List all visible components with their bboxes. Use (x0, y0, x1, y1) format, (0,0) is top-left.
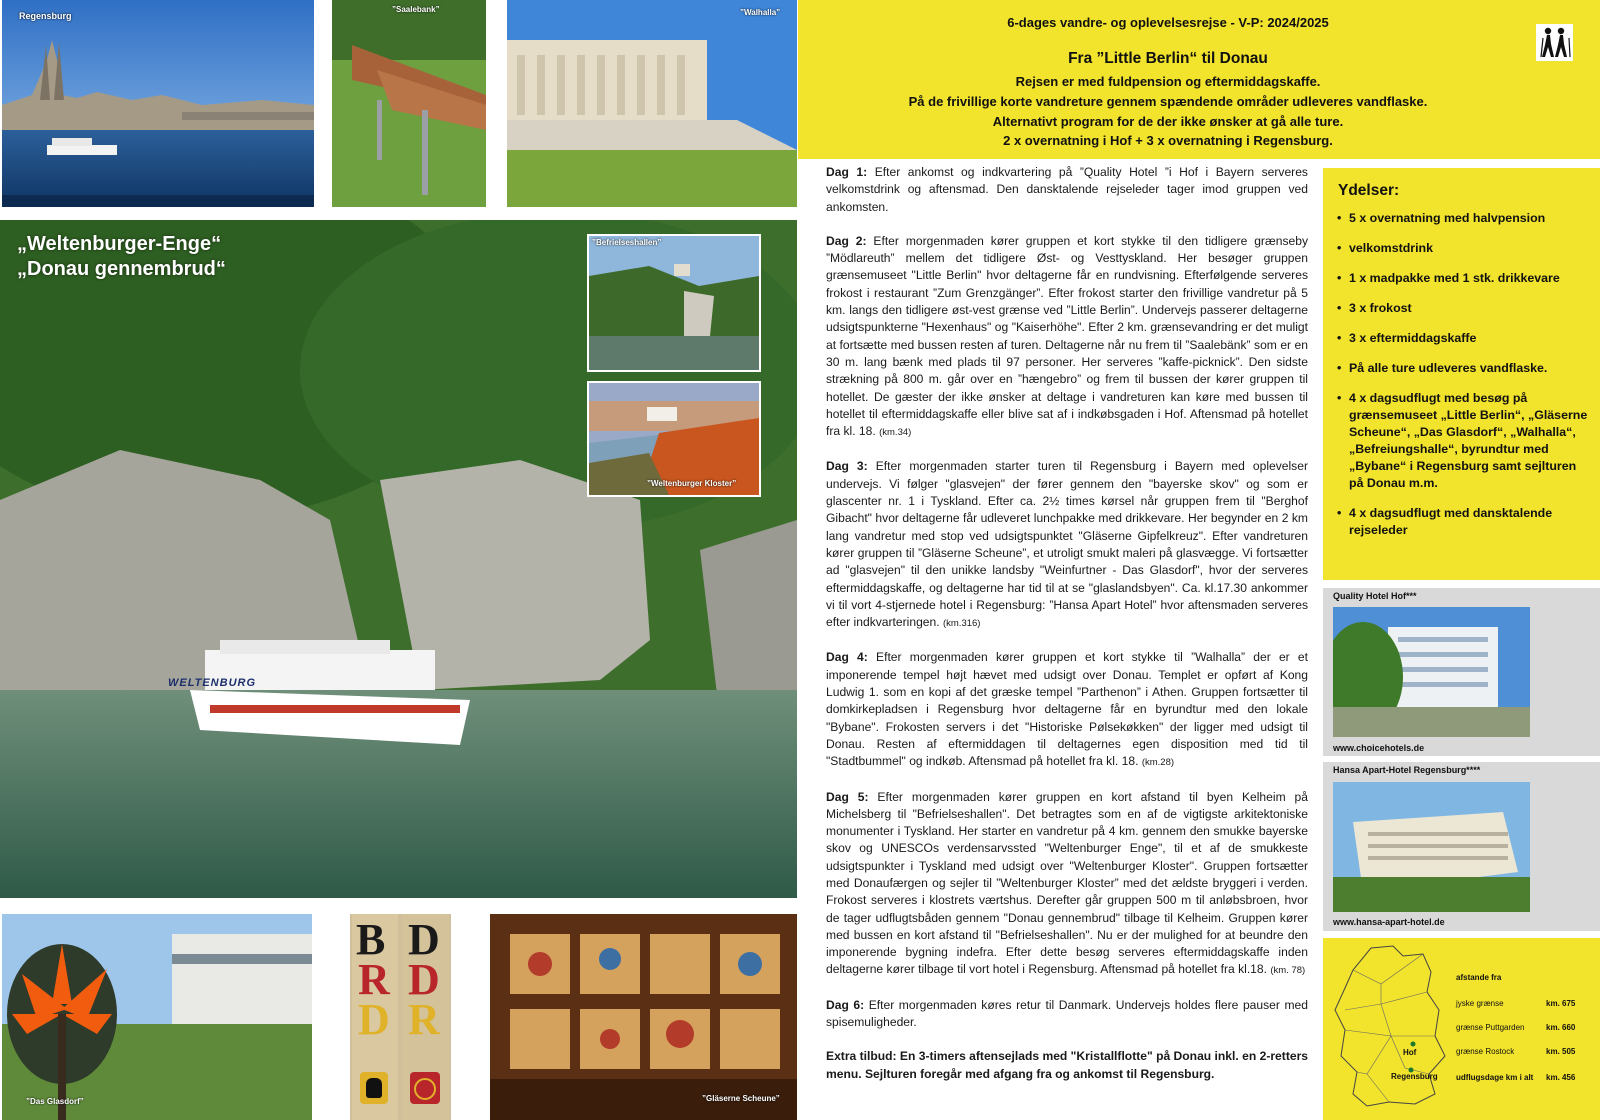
header-line-2: På de frivillige korte vandreture gennem spændende områder udleveres vandflaske. (908, 94, 1428, 109)
itinerary-day-3 (826, 458, 1308, 632)
distance-value: km. 660 (1546, 1023, 1576, 1032)
photo-saalebank (332, 0, 486, 207)
main-title-line-1: „Weltenburger-Enge“ (17, 233, 222, 255)
caption-weltenburger-kloster: ”Weltenburger Kloster” (647, 479, 737, 488)
day-4-label: Dag 4: (826, 650, 868, 665)
hotel-hansa-apart (1323, 762, 1600, 931)
services-list (1337, 210, 1592, 552)
caption-walhalla: ”Walhalla” (740, 8, 781, 17)
distance-value: km. 456 (1546, 1073, 1576, 1082)
header-title: Fra ”Little Berlin“ til Donau (1068, 50, 1268, 67)
services-box (1323, 168, 1600, 580)
day-2-label: Dag 2: (826, 233, 867, 248)
day-5-text: Efter morgenmaden kører gruppen en kort afstand til byen Kelheim på Michelsberg til "Befrielseshallen". Det betragtes som en af de vigtigste arkitektoniske monumenter i Tyskland. Her starter en vandretur på 4 km. gennem den smukke bayerske skov og UNESCOs verdensarvssted "Weltenburger Enge", til et af de smukkeste udsigtspunkter i Tyskland med udsigt over "Weltenburger Kloster". Gruppen fortsætter med Donaufærgen og sejler til ”Weltenburger Kloster” med det ældste bryggeri i verden. Frokost serveres i klostrets værtshus. Derefter går gruppen 500 m til anløbsbroen, hvor de tager udflugtsbåden gennem "Donau gennembrud" tilbage til Kelheim. Gruppen kører med bussen en kort afstand til "Befrielseshallen". Nu er der mulighed for at beundre den imponerende bygning indefra. Efter dette besøg serveres eftermiddagskaffe inden deltagerne kører tilbage til vort hotel i Regensburg. Aftensmad på hotellet fra kl.18. (826, 789, 1308, 977)
brd-letter-d: D (358, 995, 390, 1044)
photo-brd-ddr-posts (350, 914, 451, 1120)
eagle-emblem-icon (360, 1072, 388, 1104)
photo-glaeserne-scheune (490, 914, 797, 1120)
header-line-3: Alternativt program for de der ikke ønsker at gå alle ture. (992, 114, 1344, 129)
header-banner (798, 0, 1600, 159)
distance-row (1456, 999, 1596, 1008)
day-5-label: Dag 5: (826, 789, 869, 804)
caption-das-glasdorf: ”Das Glasdorf” (26, 1097, 84, 1106)
itinerary-day-2 (826, 233, 1308, 442)
hotel-quality-hof (1323, 588, 1600, 756)
brd-letter-b: B (356, 915, 386, 964)
distances-title: afstande fra (1456, 973, 1502, 982)
hotel-1-url[interactable]: www.choicehotels.de (1333, 743, 1425, 753)
hikers-icon (1536, 24, 1573, 61)
day-6-text: Efter morgenmaden køres retur til Danmark. Undervejs holdes flere pauser med spisemuligheder. (826, 997, 1308, 1030)
extra-offer-text: Extra tilbud: En 3-timers aftensejlads med "Kristallflotte" på Donau inkl. en 2-retters menu. Sejlturen foregår med afgang fra og ankomst til Regensburg. (826, 1049, 1308, 1081)
service-item: • 3 x frokost (1337, 300, 1592, 317)
day-2-km: (km.34) (879, 427, 912, 439)
day-2-text: Efter morgenmaden kører gruppen et kort stykke til den tidligere grænseby ”Mödlareuth” mellem det tidligere Øst- og Vesttyskland. Her besøger gruppen grænsemuseet "Little Berlin" hvor deltagerne får en rundvisning. Efterfølgende serveres frokost i restaurant ”Zum Grenzgänger”. Efter frokost starter den frivillige vandretur på 5 km. langs den tidligere øst-vest grænse ved ”Little Berlin”. Undervejs passerer deltagerne udsigtspunkterne "Hexenhaus" og "Kaiserhöhe". Efter 2 km. grænsevandring er det muligt at fortsætte med bussen resten af turen. Deltagerne når nu frem til ”Saalebänk” som er en 30 m. lang bænk med plads til 97 personer. Her serveres ”kaffe-picknick”. Den sidste strækning på 800 m. går over en ”hængebro” og frem til bussen der kører gruppen til hotellet. De gæster der ikke ønsker at deltage i vandreturen kan køre med bussen til hotellet til eftermiddagskaffe eller blive sat af i indkøbsgaden i Hof. Aftensmad på hotellet fra kl. 18. (826, 233, 1308, 439)
ddr-letter-d2: D (408, 955, 440, 1004)
hotel-2-photo (1333, 782, 1530, 912)
extra-offer (826, 1048, 1308, 1083)
photo-weltenburger-kloster (587, 381, 761, 497)
header-line-4: 2 x overnatning i Hof + 3 x overnatning i Regensburg. (1003, 133, 1333, 148)
map-label-hof: Hof (1403, 1048, 1417, 1057)
germany-map (1331, 944, 1451, 1109)
brd-letter-r: R (358, 955, 390, 1004)
map-label-regensburg: Regensburg (1391, 1072, 1438, 1081)
service-item: • 3 x eftermiddagskaffe (1337, 330, 1592, 347)
distances-box (1323, 938, 1600, 1120)
photo-regensburg (2, 0, 314, 207)
caption-glaeserne-scheune: ”Gläserne Scheune” (702, 1094, 780, 1103)
photo-walhalla (507, 0, 797, 207)
caption-saalebank: ”Saalebank” (392, 5, 440, 14)
ddr-emblem-icon (410, 1072, 440, 1104)
day-3-label: Dag 3: (826, 459, 868, 474)
service-item: • 5 x overnatning med halvpension (1337, 210, 1592, 227)
distance-value: km. 675 (1546, 999, 1576, 1008)
main-title-line-2: „Donau gennembrud“ (17, 258, 226, 280)
photo-das-glasdorf (2, 914, 312, 1120)
ddr-letter-d1: D (408, 915, 440, 964)
day-4-km: (km.28) (1141, 757, 1175, 769)
day-3-km: (km.316) (942, 618, 981, 630)
itinerary (826, 164, 1308, 1100)
hotel-1-photo (1333, 607, 1530, 737)
hotel-2-name: Hansa Apart-Hotel Regensburg**** (1333, 765, 1481, 775)
distance-label: grænse Puttgarden (1456, 1023, 1525, 1032)
itinerary-day-6 (826, 997, 1308, 1032)
day-6-label: Dag 6: (826, 997, 865, 1012)
services-title: Ydelser: (1338, 182, 1400, 199)
header-line-1: Rejsen er med fuldpension og eftermiddagskaffe. (1015, 74, 1321, 89)
caption-regensburg: Regensburg (19, 11, 72, 21)
service-item: • 4 x dagsudflugt med dansktalende rejseleder (1337, 505, 1592, 539)
distance-row (1456, 1073, 1596, 1082)
distance-value: km. 505 (1546, 1047, 1576, 1056)
ddr-letter-r: R (408, 995, 440, 1044)
service-item: • 1 x madpakke med 1 stk. drikkevare (1337, 270, 1592, 287)
day-4-text: Efter morgenmaden kører gruppen et kort stykke til ”Walhalla” der er et imponerende tempel højt hævet med udsigt over Donau. Templet er opført af Kong Ludwig 1. som en kopi af det græske tempel ”Parthenon” i Athen. Gruppen fortsætter til domkirkepladsen i Regensburg hvor deltagerne får en byrundtur med den lokale "Bybane". Frokosten servers i det "Historiske Pølsekøkken" der ligger med udsigt til Donau. Resten af eftermiddagen til deltagernes egen disposition med tid til "Stadtbummel" og indkøb. Aftensmad på hotellet fra kl. 18. (826, 650, 1308, 769)
photo-befrielseshallen (587, 234, 761, 372)
distance-label: grænse Rostock (1456, 1047, 1515, 1056)
caption-befrielseshallen: ”Befrielseshallen” (592, 238, 662, 247)
day-3-text: Efter morgenmaden starter turen til Regensburg i Bayern med oplevelser undervejs. Vi følger "glasvejen" der fører gennem den "bayerske skov" og som er glascenter nr. 1 i Tyskland. Efter ca. 2½ times kørsel når gruppen frem til "Berghof Gibacht" hvor deltagerne får udleveret lunchpakke med drikkevare. Her begynder en 2 km lang vandretur med stop ved udsigtspunktet "Gläserne Gipfelkreuz". Efter vandreturen kører gruppen til ”Gläserne Scheune”, et utroligt smukt maleri på glasvægge. Vi fortsætter ad "glasvejen" til den unikke landsby "Weinfurtner - Das Glasdorf", hvor der serveres eftermiddagskaffe, og deltagerne har tid til at se "glaslandsbyen". Ca. kl.17.30 ankommer vi til vort 4-stjernede hotel i Regensburg: ”Hansa Apart Hotel” hvor aftensmaden serveres efter indkvarteringen. (826, 459, 1308, 630)
distance-row (1456, 1023, 1596, 1032)
service-item: • velkomstdrink (1337, 240, 1592, 257)
itinerary-day-4 (826, 649, 1308, 771)
boat-name: WELTENBURG (168, 677, 257, 689)
day-1-text: Efter ankomst og indkvartering på ”Quality Hotel ”i Hof i Bayern serveres velkomstdrink og aftensmad. Den dansktalende rejseleder tager imod gruppen ved ankomsten. (826, 165, 1308, 214)
distance-row (1456, 1047, 1596, 1056)
header-subtitle: 6-dages vandre- og oplevelsesrejse - V-P: 2024/2025 (1007, 15, 1329, 30)
itinerary-day-5 (826, 789, 1308, 980)
service-item: • 4 x dagsudflugt med besøg på grænsemuseet „Little Berlin“, „Gläserne Scheune“, „Das Glasdorf“, „Walhalla“, „Befreiungshalle“, byrundtur med „Bybane“ i Regensburg samt sejlturen på Donau m.m. (1337, 390, 1592, 492)
hotel-1-name: Quality Hotel Hof*** (1333, 591, 1417, 601)
service-item: • På alle ture udleveres vandflaske. (1337, 360, 1592, 377)
distance-label: jyske grænse (1456, 999, 1504, 1008)
hotel-2-url[interactable]: www.hansa-apart-hotel.de (1333, 917, 1445, 927)
day-5-km: (km. 78) (1270, 965, 1306, 977)
distance-label: udflugsdage km i alt (1456, 1073, 1534, 1082)
itinerary-day-1 (826, 164, 1308, 216)
day-1-label: Dag 1: (826, 165, 868, 179)
